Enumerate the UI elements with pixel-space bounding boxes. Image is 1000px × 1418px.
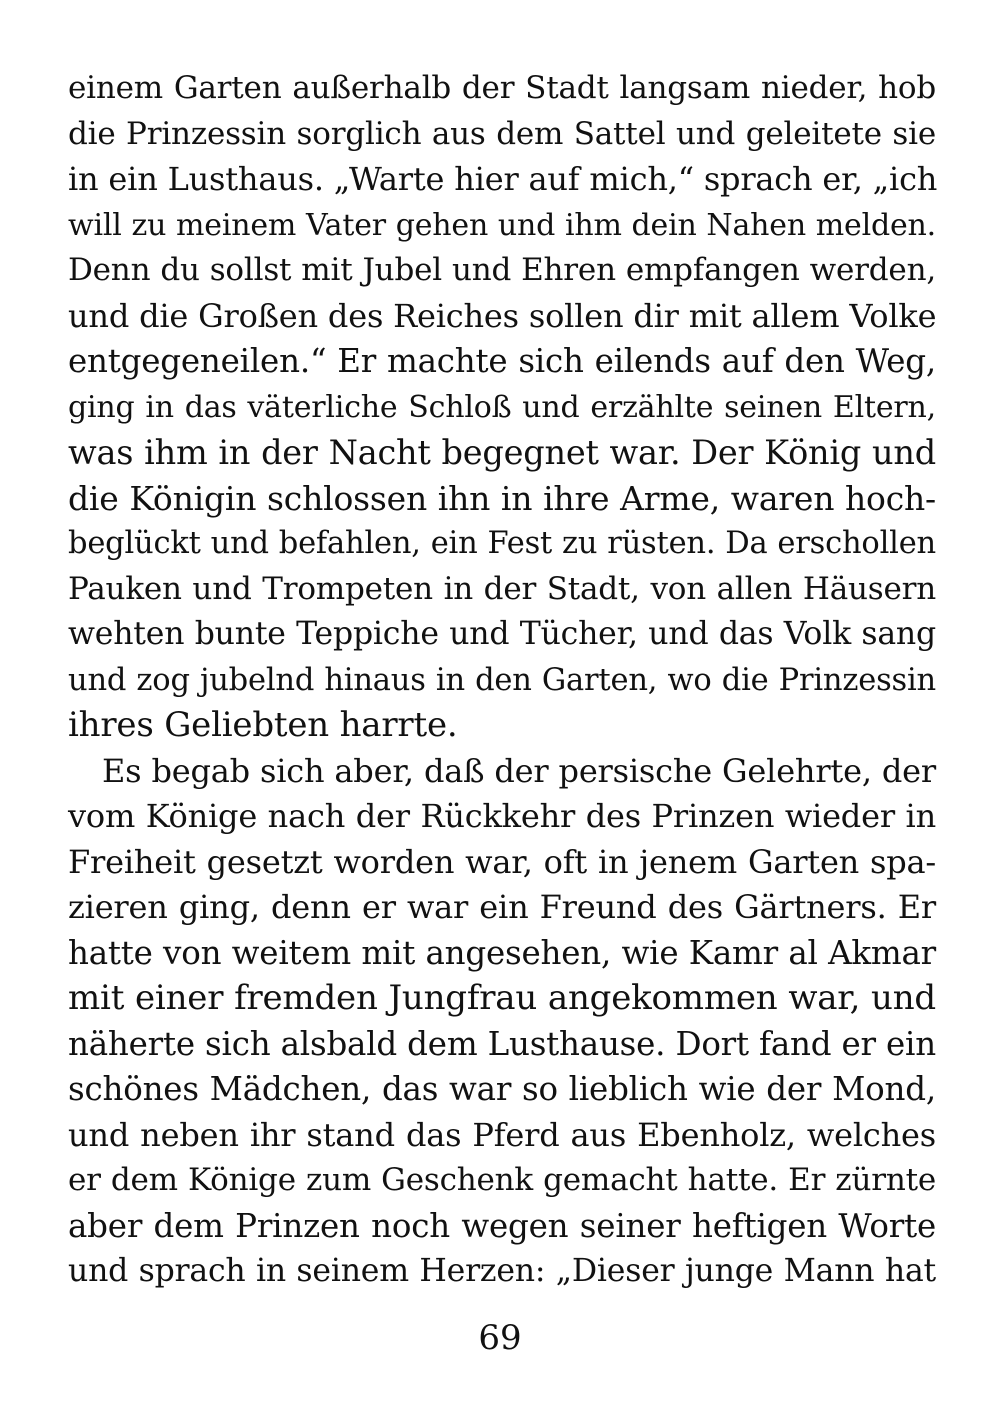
text-line: Freiheit gesetzt worden war, oft in jenem Garten spa- [68, 842, 936, 881]
text-line: in ein Lusthaus. „Warte hier auf mich,“ sprach er, „ich [68, 160, 938, 198]
text-line: hatte von weitem mit angesehen, wie Kamr al Akmar [68, 933, 936, 972]
text-line: er dem Könige zum Geschenk gemacht hatte. Er zürnte [68, 1162, 936, 1198]
text-line: schönes Mädchen, das war so lieblich wie der Mond, [68, 1070, 936, 1108]
text-line: und sprach in seinem Herzen: „Dieser junge Mann hat [68, 1253, 936, 1289]
text-line: Denn du sollst mit Jubel und Ehren empfangen werden, [68, 252, 936, 288]
body-text [68, 66, 936, 1295]
text-line: Pauken und Trompeten in der Stadt, von allen Häusern [68, 570, 936, 607]
text-line: und die Großen des Reiches sollen dir mit allem Volke [68, 296, 937, 335]
text-line: mit einer fremden Jungfrau angekommen war, und [68, 978, 936, 1018]
text-line: vom Könige nach der Rückkehr des Prinzen wieder in [68, 797, 936, 835]
text-line: entgegeneilen.“ Er machte sich eilends auf den Weg, [68, 342, 936, 380]
text-line: einem Garten außerhalb der Stadt langsam nieder, hob [68, 70, 936, 106]
text-line: aber dem Prinzen noch wegen seiner heftigen Worte [68, 1206, 936, 1245]
text-line: und zog jubelnd hinaus in den Garten, wo die Prinzessin [68, 662, 936, 698]
text-line-paragraph-end: ihres Geliebten harrte. [68, 705, 458, 745]
text-line: die Königin schlossen ihn in ihre Arme, waren hoch- [68, 478, 936, 518]
page-number: 69 [478, 1318, 522, 1358]
text-line: wehten bunte Teppiche und Tücher, und das Volk sang [68, 616, 936, 652]
text-line: die Prinzessin sorglich aus dem Sattel und geleitete sie [68, 115, 936, 152]
text-line: und neben ihr stand das Pferd aus Ebenholz, welches [68, 1115, 936, 1154]
text-line: ging in das väterliche Schloß und erzählte seinen Eltern, [68, 389, 936, 425]
text-line: zieren ging, denn er war ein Freund des Gärtners. Er [68, 888, 936, 926]
text-line: will zu meinem Vater gehen und ihm dein Nahen melden. [68, 207, 936, 243]
text-line: näherte sich alsbald dem Lusthause. Dort fand er ein [68, 1024, 936, 1063]
text-line: was ihm in der Nacht begegnet war. Der König und [68, 433, 936, 472]
text-line-paragraph-start: Es begab sich aber, daß der persische Gelehrte, der [102, 751, 936, 790]
text-line: beglückt und befahlen, ein Fest zu rüsten. Da erschollen [68, 526, 936, 561]
